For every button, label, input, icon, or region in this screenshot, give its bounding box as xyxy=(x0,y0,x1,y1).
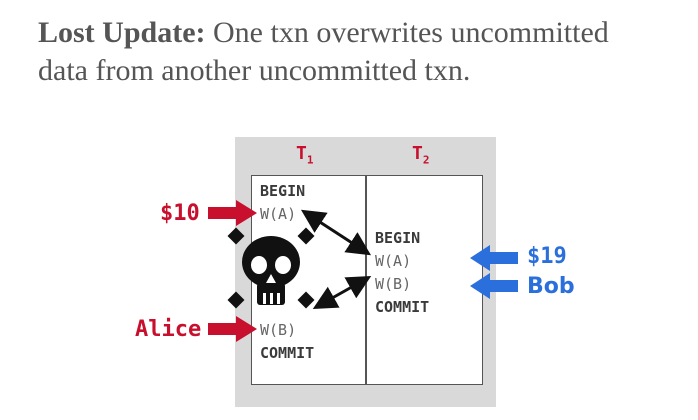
red-arrow-top xyxy=(208,200,257,226)
t2-write-b: W(B) xyxy=(375,275,412,293)
t2-label: T xyxy=(412,143,423,164)
t1-commit: COMMIT xyxy=(260,344,315,362)
t2-begin: BEGIN xyxy=(375,229,421,247)
t1-subscript: 1 xyxy=(306,153,314,167)
t2-commit: COMMIT xyxy=(375,298,430,316)
left-value-label: $10 xyxy=(160,201,200,226)
skull-crossbones-icon xyxy=(228,228,315,309)
red-arrow-bottom xyxy=(208,316,257,342)
t2-write-a: W(A) xyxy=(375,252,412,270)
t1-write-a: W(A) xyxy=(260,205,297,223)
blue-arrow-top xyxy=(470,245,518,271)
t1-label: T xyxy=(296,143,307,164)
title-lead: Lost Update: xyxy=(38,16,206,49)
right-value-label: $19 xyxy=(527,244,567,269)
title-line2: data from another uncommitted txn. xyxy=(38,54,471,87)
right-name-label: Bob xyxy=(527,274,575,299)
blue-arrow-bottom xyxy=(470,273,518,299)
conflict-arrow-b xyxy=(318,279,366,306)
conflict-arrow-a xyxy=(306,213,366,252)
t1-write-b: W(B) xyxy=(260,321,297,339)
t2-subscript: 2 xyxy=(422,153,430,167)
title-line1: One txn overwrites uncommitted xyxy=(205,16,609,49)
left-name-label: Alice xyxy=(135,317,202,342)
t1-begin: BEGIN xyxy=(260,182,306,200)
